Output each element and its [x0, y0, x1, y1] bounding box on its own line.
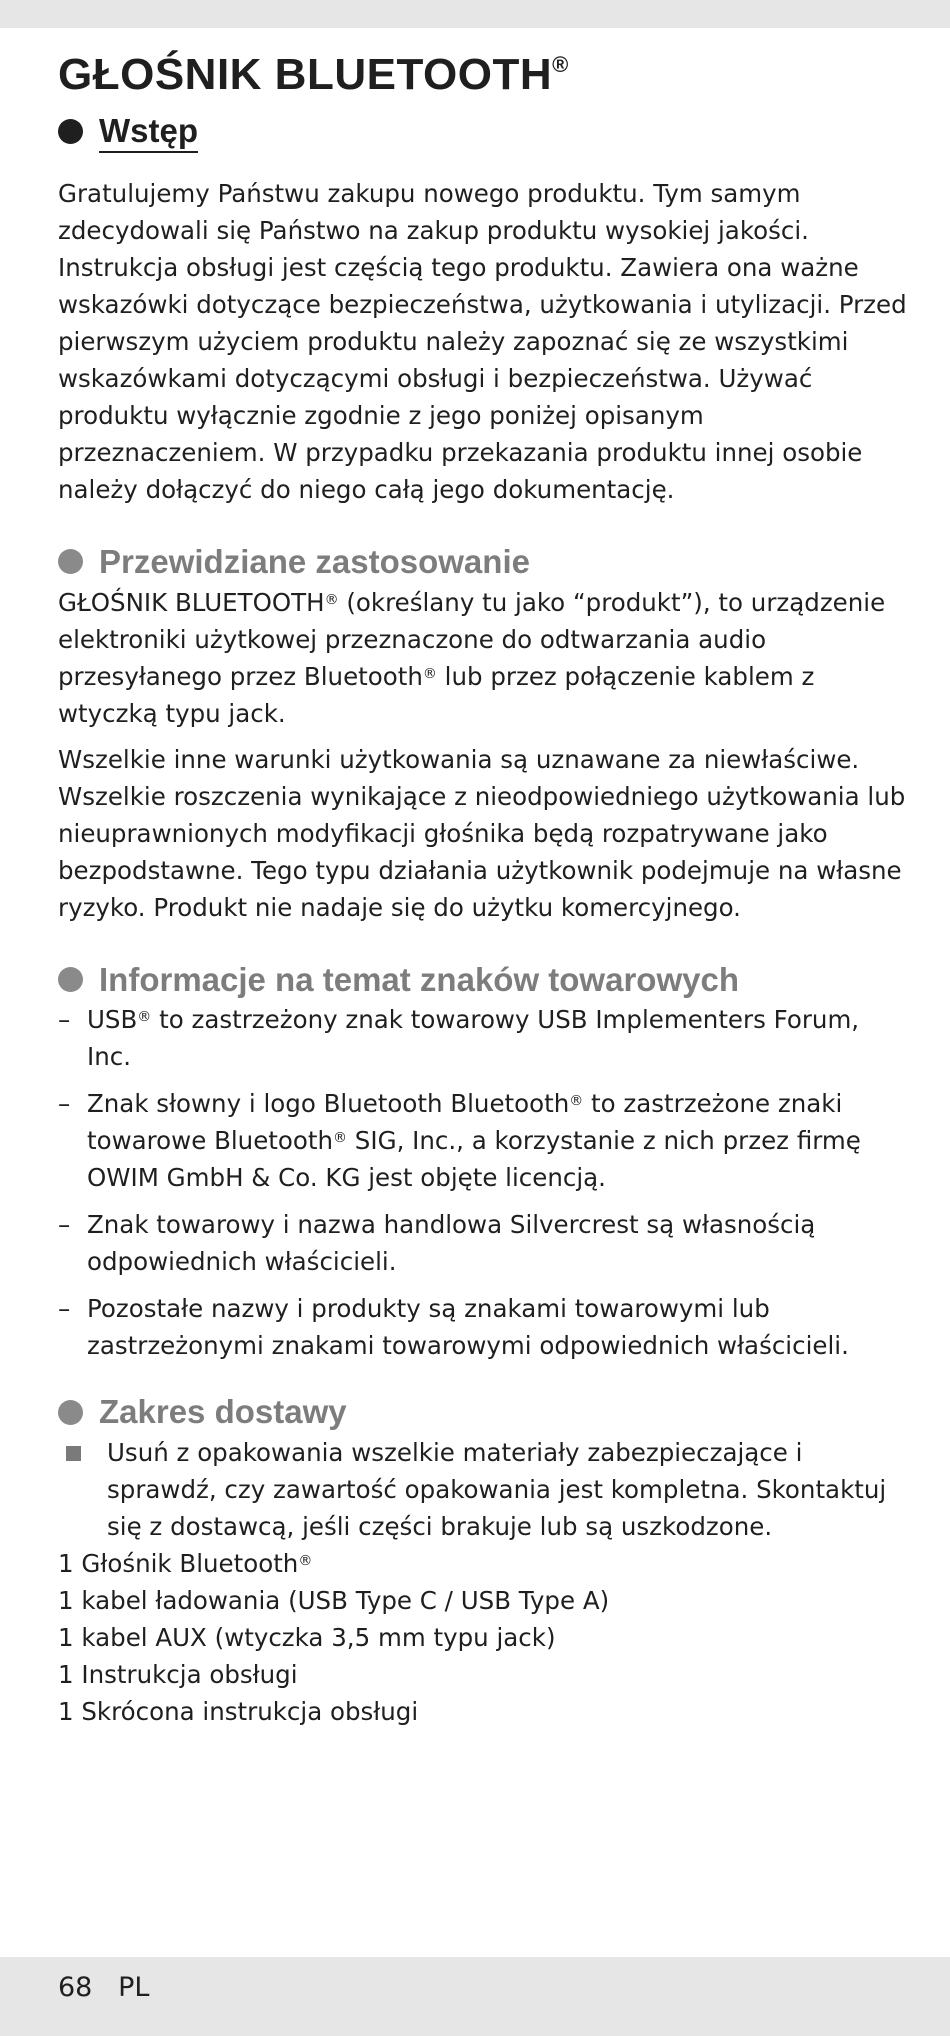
list-item-text: Znak słowny i logo Bluetooth Bluetooth	[87, 1089, 570, 1119]
list-item	[58, 1001, 908, 1075]
dash-marker: –	[58, 1210, 71, 1240]
section-title-trademarks: Informacje na temat znaków towarowych	[99, 960, 739, 998]
registered-mark: ®	[137, 1009, 152, 1026]
delivery-list	[58, 1545, 908, 1730]
list-item-text: USB	[87, 1005, 138, 1035]
list-item	[58, 1545, 908, 1582]
list-item-text: 1 Głośnik Bluetooth	[58, 1548, 299, 1578]
intended-use-paragraph-2: Wszelkie inne warunki użytkowania są uznawane za niewłaściwe. Wszelkie roszczenia wynikające z nieodpowiedniego użytkowania lub nieuprawnionych modyfikacji głośnika będą rozpatrywane jako bezpodstawne. Tego typu działania użytkownik podejmuje na własne ryzyko. Produkt nie nadaje się do użytku komercyjnego.	[58, 744, 906, 922]
intended-use-paragraph-1	[58, 584, 908, 732]
registered-mark: ®	[298, 1552, 313, 1569]
list-item-text: Pozostałe nazwy i produkty są znakami towarowymi lub zastrzeżonymi znakami towarowymi odpowiednich właścicieli.	[87, 1294, 849, 1361]
list-item-text: SIG, Inc., a korzystanie z nich przez firmę OWIM GmbH & Co. KG jest objęte licencją.	[87, 1126, 861, 1193]
list-item	[58, 1290, 908, 1364]
list-item: 1 Instrukcja obsługi	[58, 1659, 298, 1689]
registered-mark: ®	[552, 52, 569, 77]
page-content	[58, 50, 908, 1730]
bullet-dot-icon	[58, 967, 83, 992]
registered-mark: ®	[333, 1130, 348, 1147]
document-title	[58, 50, 908, 101]
top-band	[0, 0, 950, 28]
bullet-dot-icon	[58, 119, 83, 144]
bullet-dot-icon	[58, 549, 83, 574]
list-item: 1 Skrócona instrukcja obsługi	[58, 1696, 419, 1726]
section-title-intended-use: Przewidziane zastosowanie	[99, 543, 530, 581]
delivery-instruction-text: Usuń z opakowania wszelkie materiały zabezpieczające i sprawdź, czy zawartość opakowania jest kompletna. Skontaktuj się z dostawcą, jeśli części brakuje lub są uszkodzone.	[107, 1437, 887, 1541]
section-heading-intended-use	[58, 542, 908, 582]
dash-marker: –	[58, 1005, 71, 1035]
registered-mark: ®	[324, 591, 339, 608]
list-item	[58, 1206, 908, 1280]
list-item: 1 kabel ładowania (USB Type C / USB Type A)	[58, 1585, 610, 1615]
list-item-text: to zastrzeżony znak towarowy USB Implementers Forum, Inc.	[87, 1005, 860, 1072]
section-title-intro: Wstęp	[99, 111, 198, 154]
language-code: PL	[118, 1972, 150, 2003]
page-number: 68	[58, 1972, 93, 2003]
dash-marker: –	[58, 1294, 71, 1324]
delivery-instruction	[58, 1434, 908, 1545]
list-item: 1 kabel AUX (wtyczka 3,5 mm typu jack)	[58, 1622, 556, 1652]
section-title-delivery: Zakres dostawy	[99, 1393, 347, 1431]
page-footer	[58, 1972, 149, 2003]
bullet-dot-icon	[58, 1400, 83, 1425]
registered-mark: ®	[569, 1093, 584, 1110]
dash-marker: –	[58, 1089, 71, 1119]
intro-paragraph: Gratulujemy Państwu zakupu nowego produktu. Tym samym zdecydowali się Państwo na zakup produktu wysokiej jakości. Instrukcja obsługi jest częścią tego produktu. Zawiera ona ważne wskazówki dotyczące bezpieczeństwa, użytkowania i utylizacji. Przed pierwszym użyciem produktu należy zapoznać się ze wszystkimi wskazówkami dotyczącymi obsługi i bezpieczeństwa. Używać produktu wyłącznie zgodnie z jego poniżej opisanym przeznaczeniem. W przypadku przekazania produktu innej osobie należy dołączyć do niego całą jego dokumentację.	[58, 179, 907, 505]
list-item	[58, 1085, 908, 1196]
product-name: GŁOŚNIK BLUETOOTH	[58, 587, 325, 617]
list-item-text: to zastrzeżone znaki towarowe Bluetooth	[87, 1089, 843, 1156]
square-bullet-icon	[66, 1446, 81, 1461]
section-heading-delivery	[58, 1392, 908, 1432]
trademark-list	[58, 1001, 908, 1364]
intended-use-text: (określany tu jako “produkt”), to urządzenie elektroniki użytkowej przeznaczone do odtwarzania audio przesyłanego przez Bluetooth	[58, 587, 886, 691]
registered-mark: ®	[422, 665, 437, 682]
intended-use-text-end: lub przez połączenie kablem z wtyczką typu jack.	[58, 661, 815, 728]
list-item-text: Znak towarowy i nazwa handlowa Silvercrest są własnością odpowiednich właścicieli.	[87, 1210, 816, 1277]
section-heading-intro	[58, 111, 908, 154]
section-heading-trademarks	[58, 960, 908, 1000]
document-title-text: GŁOŚNIK BLUETOOTH	[58, 50, 553, 99]
